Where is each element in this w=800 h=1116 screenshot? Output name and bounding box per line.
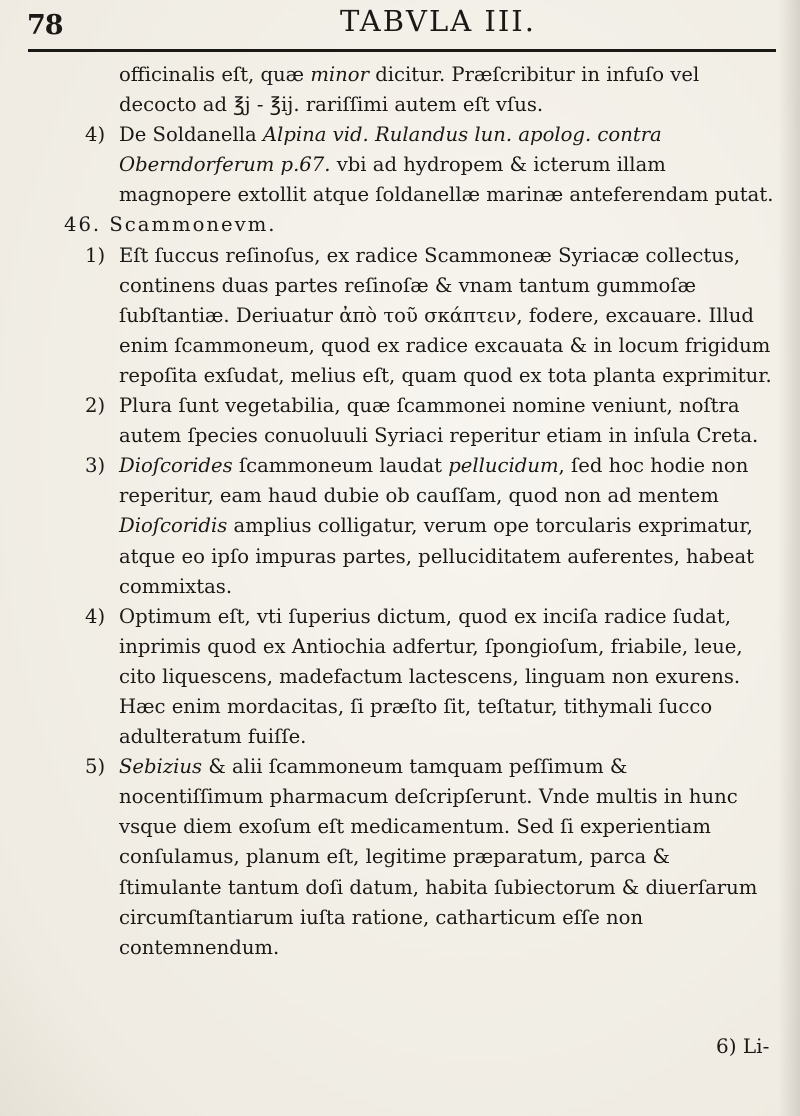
greek-etymology: ἀπὸ τοῦ σκάπτειν	[339, 303, 517, 327]
paragraph-number: 4)	[85, 604, 106, 628]
paragraph-number: 2)	[85, 394, 106, 418]
page-edge-shadow	[778, 0, 800, 1116]
text-run: De Soldanella	[119, 123, 263, 147]
italic-author: Sebizius	[119, 755, 203, 779]
paragraph-number: 4)	[85, 123, 106, 147]
italic-term: pellucidum	[448, 454, 559, 478]
scammony-paragraph-5	[85, 752, 777, 963]
catchword: 6) Li-	[716, 1034, 770, 1058]
body-text	[64, 60, 777, 963]
text-run: vbi ad hydropem & icterum illam magnopere extollit atque ſoldanellæ marinæ anteferendam putat.	[119, 153, 774, 207]
italic-author: Dioſcoridis	[119, 514, 228, 538]
page-number: 78	[27, 10, 63, 41]
text-run: , ſed hoc hodie non reperitur, eam haud dubie ob cauſſam, quod non ad mentem	[119, 454, 749, 508]
section-heading: 46. Scammonevm.	[64, 213, 277, 237]
paragraph-4	[85, 120, 777, 210]
scammony-paragraph-4	[85, 602, 777, 752]
text-run: Eſt ſuccus reſinoſus, ex radice Scammoneæ Syriacæ collectus, continens duas partes reſinoſæ & vnam tantum gummoſæ ſubſtantiæ. Deriuatur	[119, 243, 741, 327]
scammony-paragraph-3	[85, 451, 777, 601]
running-head: TABVLA III.	[340, 4, 536, 38]
scammony-paragraph-2	[85, 391, 777, 451]
paragraph-number: 1)	[85, 243, 106, 267]
italic-author: Dioſcorides	[119, 454, 233, 478]
paragraph-number: 3)	[85, 454, 106, 478]
text-run: Plura ſunt vegetabilia, quæ ſcammonei nomine veniunt, noſtra autem ſpecies conuoluuli Syriaci reperitur etiam in inſula Creta.	[119, 394, 759, 448]
scammony-paragraph-1	[85, 241, 777, 391]
text-run: dicitur. Præſcribitur in infuſo vel decocto ad ℥j - ℥ij. rariſſimi autem eſt vſus.	[119, 63, 700, 117]
text-run: ſcammoneum laudat	[232, 454, 449, 478]
header-rule	[28, 49, 776, 52]
text-run: amplius colligatur, verum ope torcularis exprimatur, atque eo ipſo impuras partes, pelluciditatem auferentes, habeat commixtas.	[119, 514, 755, 598]
italic-citation: Alpina vid. Rulandus lun. apolog. contra Oberndorferum p.67.	[119, 123, 662, 177]
opening-paragraph	[85, 60, 777, 120]
text-run: Optimum eſt, vti ſuperius dictum, quod ex inciſa radice ſudat, inprimis quod ex Antiochia adfertur, ſpongioſum, friabile, leue, cito liquescens, madefactum lactescens, linguam non exurens. Hæc enim mordacitas, ſi præſto ſit, teſtatur, tithymali ſucco adulteratum fuiſſe.	[119, 604, 743, 749]
text-run: officinalis eſt, quæ	[119, 63, 311, 86]
text-run: & alii ſcammoneum tamquam peſſimum & nocentiſſimum pharmacum deſcripſerunt. Vnde multis in hunc vsque diem exoſum eſt medicamentum. Sed ſi experientiam conſulamus, planum eſt, legitime præparatum, parca & ſtimulante tantum doſi datum, habita ſubiectorum & diuerſarum circumſtantiarum iuſta ratione, catharticum eſſe non contemnendum.	[119, 755, 758, 959]
text-run: , fodere, excauare. Illud enim ſcammoneum, quod ex radice excauata & in locum frigidum repoſita exſudat, melius eſt, quam quod ex tota planta exprimitur.	[119, 303, 772, 387]
paragraph-number: 5)	[85, 755, 106, 779]
italic-term: minor	[310, 63, 369, 86]
